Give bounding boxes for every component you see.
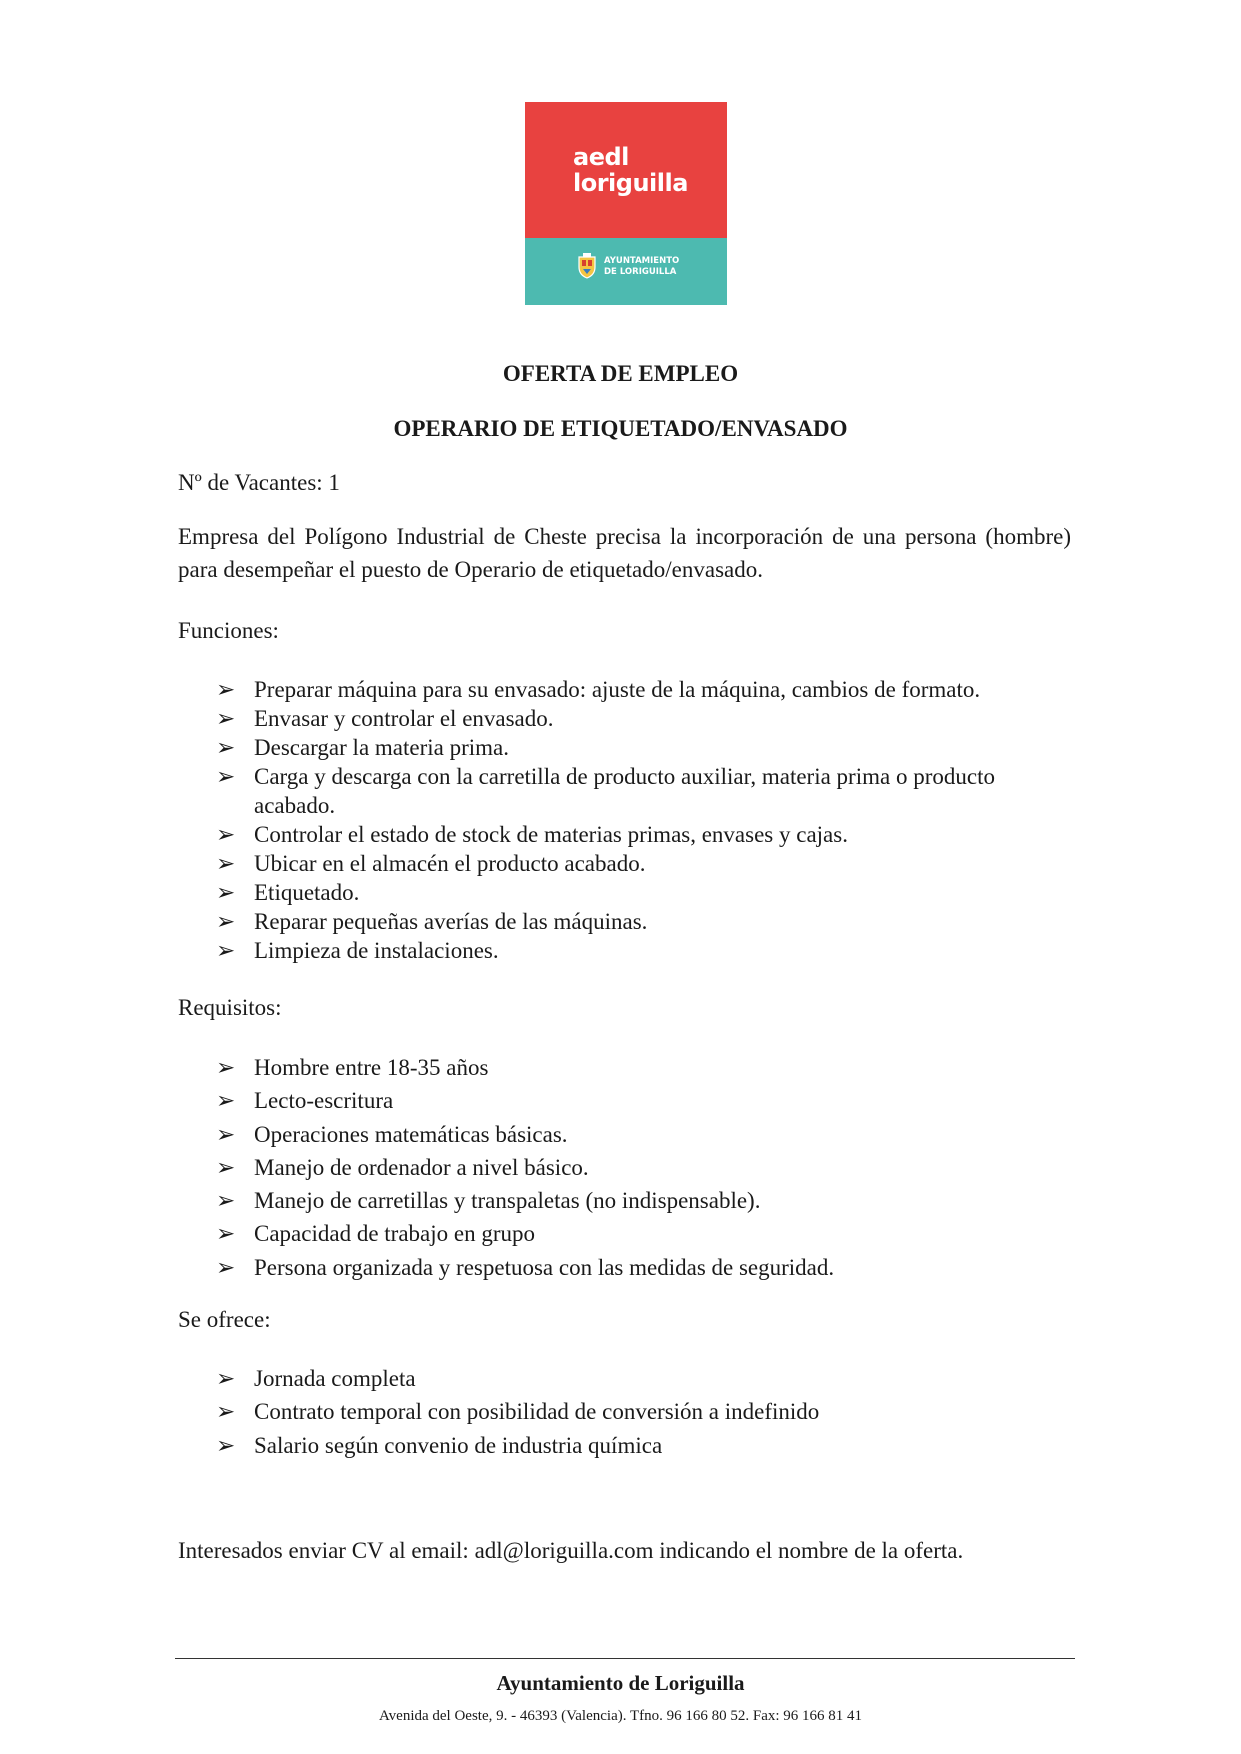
list-item-text: Manejo de carretillas y transpaletas (no indispensable). xyxy=(254,1188,761,1214)
list-item xyxy=(216,1251,1076,1284)
arrow-bullet-icon: ➢ xyxy=(216,1254,236,1280)
list-item xyxy=(216,1084,1076,1117)
arrow-bullet-icon: ➢ xyxy=(216,677,236,702)
contact-instructions: Interesados enviar CV al email: adl@loriguilla.com indicando el nombre de la oferta. xyxy=(178,1538,964,1563)
list-item xyxy=(216,1184,1076,1217)
logo-teal-panel xyxy=(525,238,727,305)
list-item-text: Persona organizada y respetuosa con las medidas de seguridad. xyxy=(254,1254,835,1280)
list-item xyxy=(216,1429,1076,1462)
list-item xyxy=(216,704,1076,733)
list-item xyxy=(216,1362,1076,1395)
footer-divider xyxy=(175,1658,1075,1659)
list-item-text: Manejo de ordenador a nivel básico. xyxy=(254,1154,589,1180)
arrow-bullet-icon: ➢ xyxy=(216,764,236,789)
arrow-bullet-icon: ➢ xyxy=(216,909,236,934)
list-item-text: Operaciones matemáticas básicas. xyxy=(254,1121,568,1147)
arrow-bullet-icon: ➢ xyxy=(216,1188,236,1214)
intro-paragraph: Empresa del Polígono Industrial de Cheste precisa la incorporación de una persona (hombre) para desempeñar el puesto de Operario de etiquetado/envasado. xyxy=(178,524,1071,582)
arrow-bullet-icon: ➢ xyxy=(216,938,236,963)
list-item-text: Capacidad de trabajo en grupo xyxy=(254,1221,535,1247)
arrow-bullet-icon: ➢ xyxy=(216,706,236,731)
arrow-bullet-icon: ➢ xyxy=(216,851,236,876)
logo-red-panel xyxy=(525,102,727,238)
seal-line-2: DE LORIGUILLA xyxy=(604,267,677,277)
arrow-bullet-icon: ➢ xyxy=(216,1432,236,1458)
list-item-text: Reparar pequeñas averías de las máquinas. xyxy=(254,909,648,934)
ofrece-label: Se ofrece: xyxy=(178,1307,271,1332)
footer-title: Ayuntamiento de Loriguilla xyxy=(496,1671,745,1695)
arrow-bullet-icon: ➢ xyxy=(216,735,236,760)
list-item xyxy=(216,1395,1076,1428)
arrow-bullet-icon: ➢ xyxy=(216,1055,236,1080)
arrow-bullet-icon: ➢ xyxy=(216,1366,236,1391)
arrow-bullet-icon: ➢ xyxy=(216,822,236,847)
list-item-text: Preparar máquina para su envasado: ajuste de la máquina, cambios de formato. xyxy=(254,677,981,702)
footer-address: Avenida del Oeste, 9. - 46393 (Valencia). Tfno. 96 166 80 52. Fax: 96 166 81 41 xyxy=(378,1708,863,1724)
list-item xyxy=(216,907,1076,936)
list-item-text: Controlar el estado de stock de materias primas, envases y cajas. xyxy=(254,822,848,847)
vacancy-count: Nº de Vacantes: 1 xyxy=(178,470,340,495)
list-item xyxy=(216,1217,1076,1250)
arrow-bullet-icon: ➢ xyxy=(216,1221,236,1247)
list-item-text: Envasar y controlar el envasado. xyxy=(254,706,554,731)
list-item-text: Hombre entre 18-35 años xyxy=(254,1055,489,1080)
list-item xyxy=(216,762,1076,820)
funciones-label: Funciones: xyxy=(178,618,279,643)
arrow-bullet-icon: ➢ xyxy=(216,1399,236,1425)
document-title: OFERTA DE EMPLEO xyxy=(502,361,739,386)
list-item xyxy=(216,1051,1076,1084)
list-item xyxy=(216,849,1076,878)
aedl-loriguilla-logo xyxy=(525,102,727,305)
position-title: OPERARIO DE ETIQUETADO/ENVASADO xyxy=(393,416,848,441)
list-item-text: Descargar la materia prima. xyxy=(254,735,509,760)
seal-caption xyxy=(604,256,679,278)
arrow-bullet-icon: ➢ xyxy=(216,1154,236,1180)
logo-word-loriguilla: loriguilla xyxy=(573,169,688,197)
list-item-text: Salario según convenio de industria química xyxy=(254,1432,663,1458)
coat-of-arms-icon xyxy=(576,253,598,279)
arrow-bullet-icon: ➢ xyxy=(216,880,236,905)
arrow-bullet-icon: ➢ xyxy=(216,1121,236,1147)
seal-line-1: AYUNTAMIENTO xyxy=(604,256,680,266)
list-item-text: Carga y descarga con la carretilla de producto auxiliar, materia prima o producto acabado. xyxy=(254,764,995,818)
arrow-bullet-icon: ➢ xyxy=(216,1088,236,1114)
logo-word-aedl: aedl xyxy=(573,143,629,171)
requisitos-list xyxy=(216,1051,1076,1284)
list-item xyxy=(216,733,1076,762)
list-item xyxy=(216,1118,1076,1151)
list-item-text: Etiquetado. xyxy=(254,880,360,905)
list-item-text: Ubicar en el almacén el producto acabado. xyxy=(254,851,646,876)
list-item-text: Contrato temporal con posibilidad de conversión a indefinido xyxy=(254,1399,820,1425)
list-item xyxy=(216,878,1076,907)
list-item-text: Jornada completa xyxy=(254,1366,416,1391)
list-item xyxy=(216,675,1076,704)
list-item-text: Lecto-escritura xyxy=(254,1088,394,1114)
funciones-list xyxy=(216,675,1076,965)
list-item xyxy=(216,936,1076,965)
ofrece-list xyxy=(216,1362,1076,1462)
requisitos-label: Requisitos: xyxy=(178,995,282,1020)
list-item-text: Limpieza de instalaciones. xyxy=(254,938,499,963)
list-item xyxy=(216,820,1076,849)
list-item xyxy=(216,1151,1076,1184)
